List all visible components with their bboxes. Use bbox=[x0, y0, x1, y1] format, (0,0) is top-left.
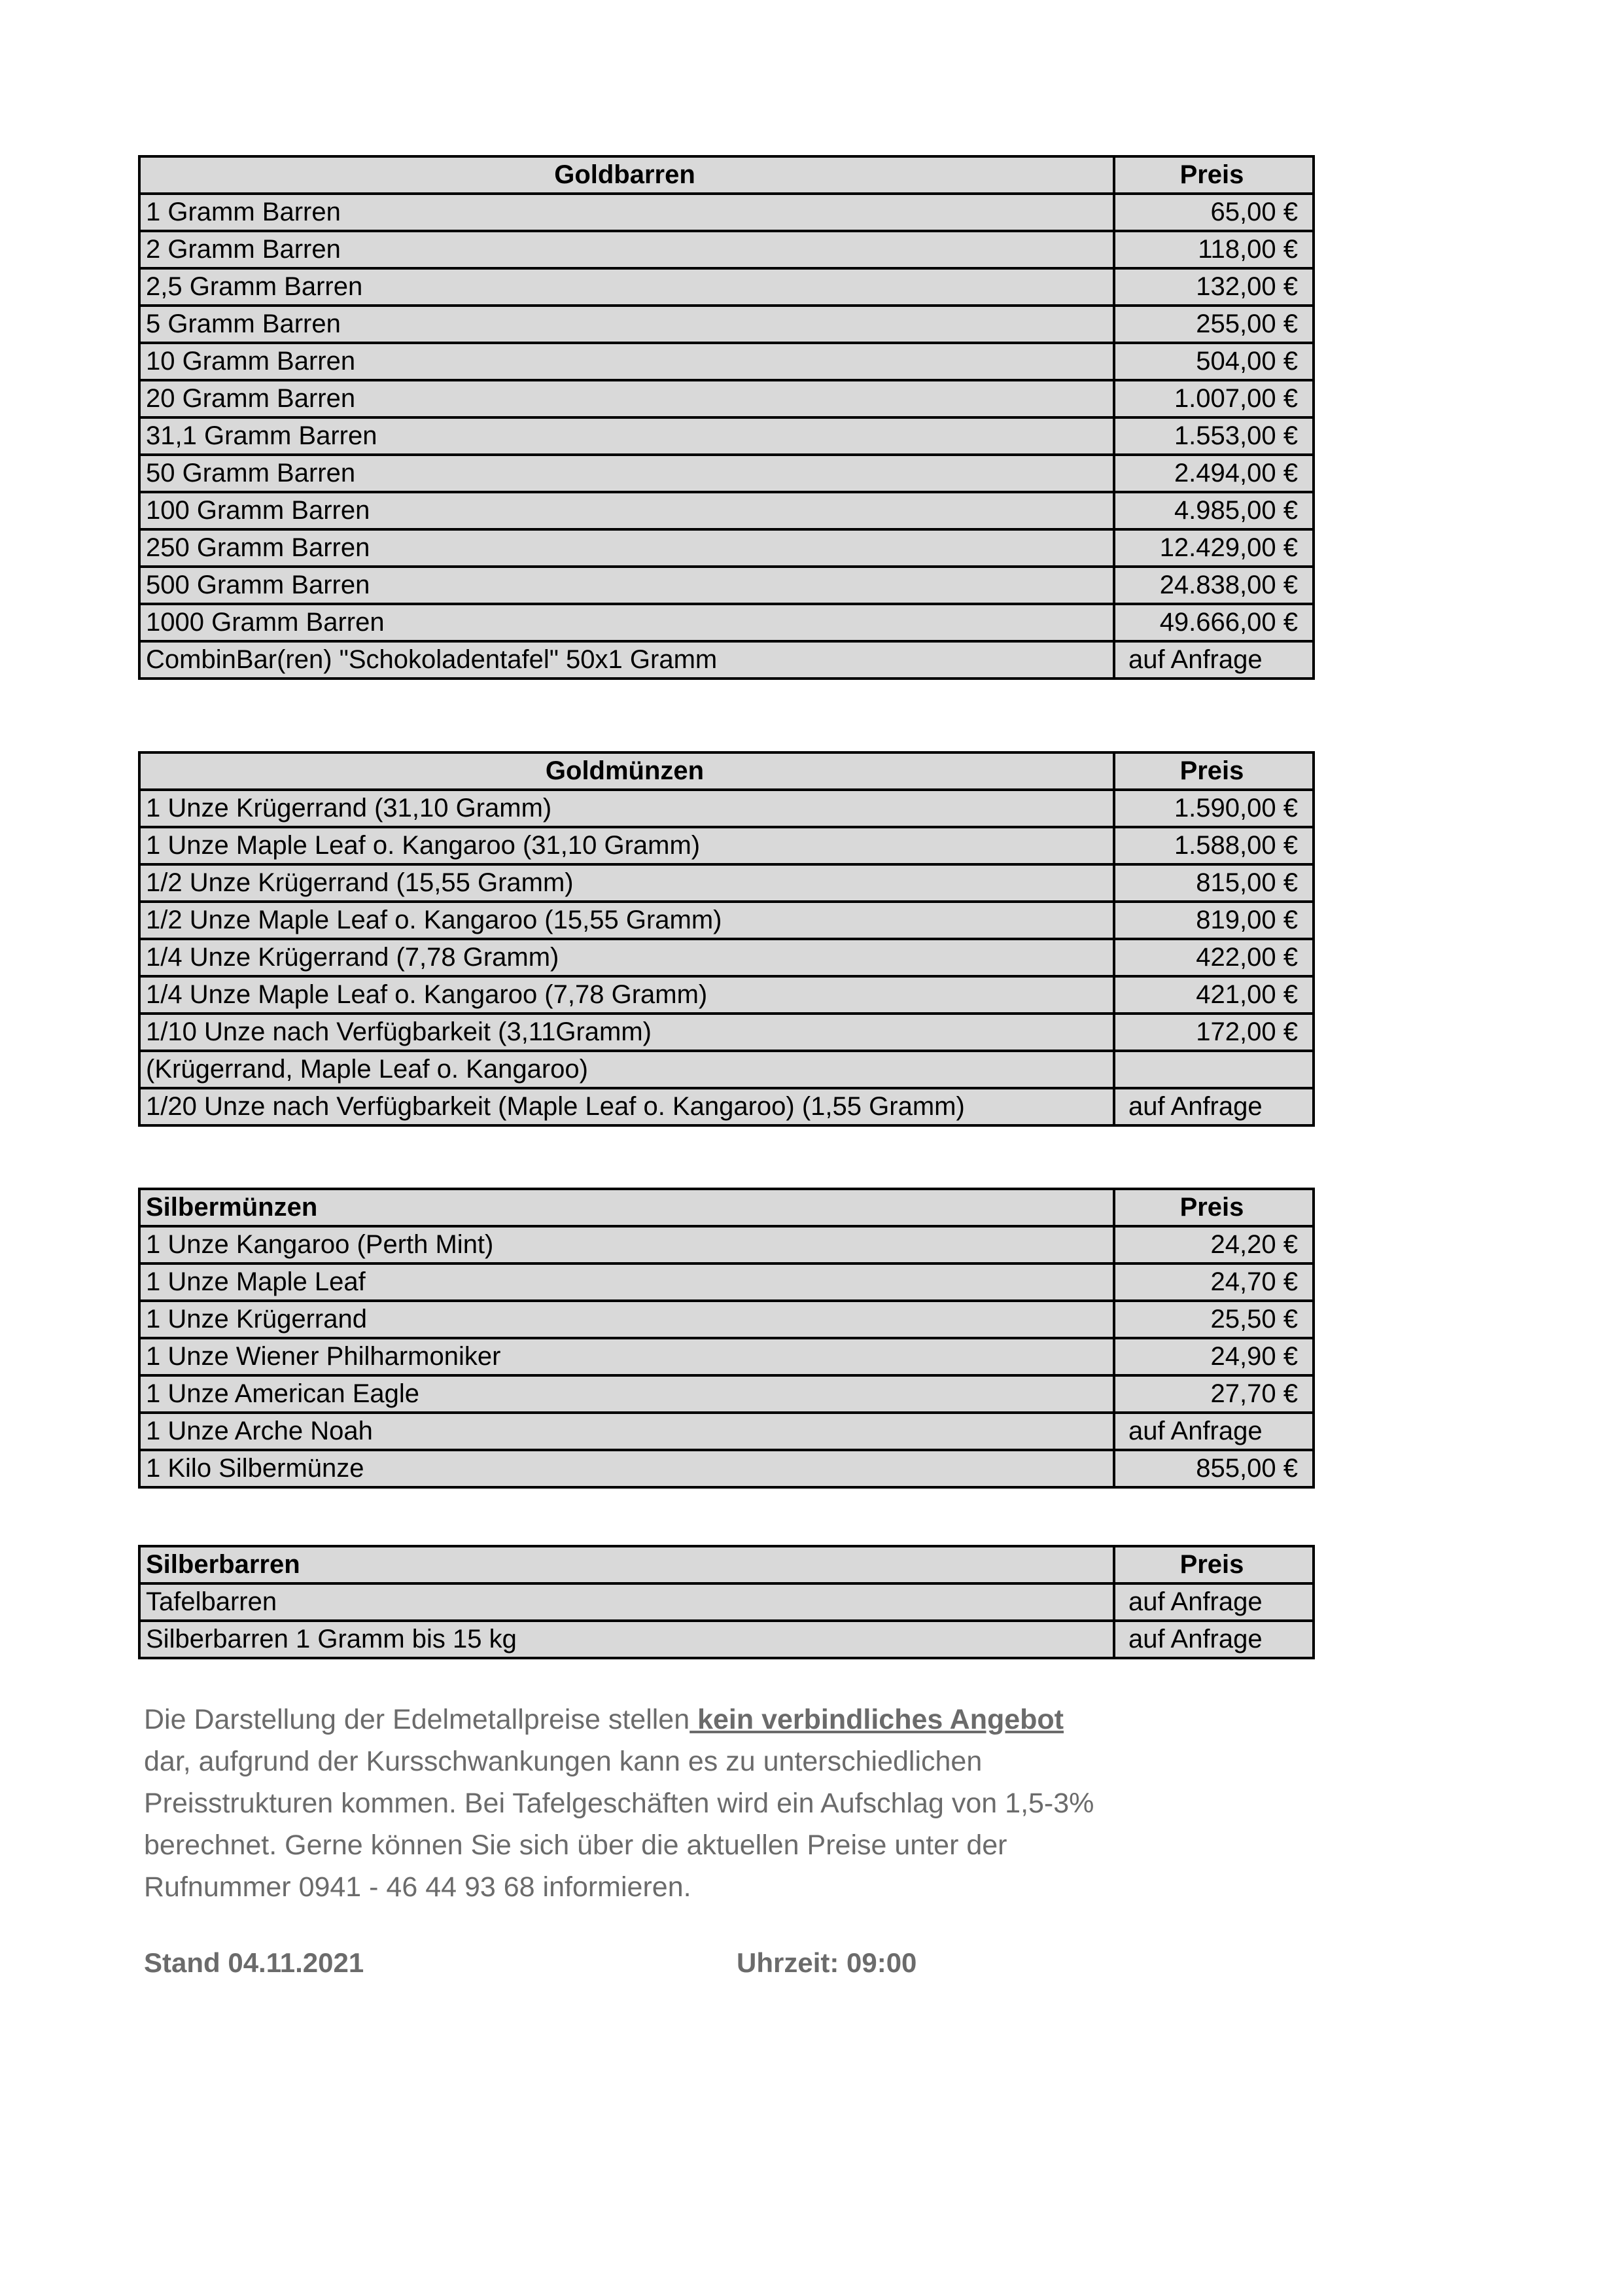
product-name: 1 Unze Maple Leaf o. Kangaroo (31,10 Gramm) bbox=[139, 827, 1114, 864]
table-row bbox=[139, 1051, 1314, 1088]
product-name: 1 Unze American Eagle bbox=[139, 1375, 1114, 1413]
product-price: 855,00 € bbox=[1114, 1450, 1314, 1487]
disclaimer-text-rest: dar, aufgrund der Kursschwankungen kann es zu unterschiedlichen Preisstrukturen kommen. Bei Tafelgeschäften wird ein Aufschlag von 1,5-3% berechnet. Gerne können Sie sich über die aktuellen Preise unter der Rufnummer 0941 - 46 44 93 68 informieren. bbox=[144, 1746, 1094, 1903]
product-price: 1.590,00 € bbox=[1114, 790, 1314, 827]
table-row bbox=[139, 1450, 1314, 1487]
product-name: 1/4 Unze Maple Leaf o. Kangaroo (7,78 Gramm) bbox=[139, 976, 1114, 1014]
product-name: 100 Gramm Barren bbox=[139, 492, 1114, 529]
product-price: 49.666,00 € bbox=[1114, 604, 1314, 641]
table-header-row bbox=[139, 752, 1314, 790]
table-row bbox=[139, 604, 1314, 641]
stand-time: Uhrzeit: 09:00 bbox=[737, 1947, 917, 1978]
product-name: Tafelbarren bbox=[139, 1583, 1114, 1621]
table-row bbox=[139, 864, 1314, 902]
table-row bbox=[139, 790, 1314, 827]
product-price bbox=[1114, 1051, 1314, 1088]
product-name: 1/20 Unze nach Verfügbarkeit (Maple Leaf o. Kangaroo) (1,55 Gramm) bbox=[139, 1088, 1114, 1125]
price-column-header: Preis bbox=[1114, 1546, 1314, 1583]
product-price: auf Anfrage bbox=[1114, 1088, 1314, 1125]
table-row bbox=[139, 976, 1314, 1014]
product-name: 1/2 Unze Krügerrand (15,55 Gramm) bbox=[139, 864, 1114, 902]
table-row bbox=[139, 455, 1314, 492]
product-name: 1 Unze Wiener Philharmoniker bbox=[139, 1338, 1114, 1375]
product-price: 2.494,00 € bbox=[1114, 455, 1314, 492]
product-price: 421,00 € bbox=[1114, 976, 1314, 1014]
product-price: 25,50 € bbox=[1114, 1301, 1314, 1338]
product-name: 1 Unze Arche Noah bbox=[139, 1413, 1114, 1450]
section-header: Silberbarren bbox=[139, 1546, 1114, 1583]
table-row bbox=[139, 902, 1314, 939]
table-row bbox=[139, 1088, 1314, 1125]
table-row bbox=[139, 1621, 1314, 1658]
product-name: 1/10 Unze nach Verfügbarkeit (3,11Gramm) bbox=[139, 1014, 1114, 1051]
silbermuenzen-table bbox=[138, 1188, 1315, 1489]
table-row bbox=[139, 939, 1314, 976]
product-price: 24,90 € bbox=[1114, 1338, 1314, 1375]
table-header-row bbox=[139, 1189, 1314, 1226]
table-row bbox=[139, 417, 1314, 455]
section-header: Goldmünzen bbox=[139, 752, 1114, 790]
table-row bbox=[139, 231, 1314, 268]
product-price: 1.588,00 € bbox=[1114, 827, 1314, 864]
product-name: 1/4 Unze Krügerrand (7,78 Gramm) bbox=[139, 939, 1114, 976]
product-price: 24,20 € bbox=[1114, 1226, 1314, 1263]
stand-date: Stand 04.11.2021 bbox=[144, 1947, 364, 1978]
table-row bbox=[139, 567, 1314, 604]
table-row bbox=[139, 1014, 1314, 1051]
table-row bbox=[139, 1583, 1314, 1621]
product-name: 10 Gramm Barren bbox=[139, 343, 1114, 380]
product-price: 24,70 € bbox=[1114, 1263, 1314, 1301]
product-price: 24.838,00 € bbox=[1114, 567, 1314, 604]
product-name: 1 Unze Maple Leaf bbox=[139, 1263, 1114, 1301]
product-price: auf Anfrage bbox=[1114, 1413, 1314, 1450]
table-row bbox=[139, 380, 1314, 417]
product-name: 31,1 Gramm Barren bbox=[139, 417, 1114, 455]
product-price: 12.429,00 € bbox=[1114, 529, 1314, 567]
silberbarren-table bbox=[138, 1545, 1315, 1659]
table-row bbox=[139, 529, 1314, 567]
product-name: 1000 Gramm Barren bbox=[139, 604, 1114, 641]
table-row bbox=[139, 1338, 1314, 1375]
product-name: 1 Gramm Barren bbox=[139, 194, 1114, 231]
product-price: 4.985,00 € bbox=[1114, 492, 1314, 529]
table-row bbox=[139, 306, 1314, 343]
product-name: Silberbarren 1 Gramm bis 15 kg bbox=[139, 1621, 1114, 1658]
product-price: 255,00 € bbox=[1114, 306, 1314, 343]
price-disclaimer bbox=[144, 1699, 1119, 1908]
table-row bbox=[139, 194, 1314, 231]
table-row bbox=[139, 1226, 1314, 1263]
table-row bbox=[139, 827, 1314, 864]
product-price: 422,00 € bbox=[1114, 939, 1314, 976]
product-name: 5 Gramm Barren bbox=[139, 306, 1114, 343]
product-name: 2 Gramm Barren bbox=[139, 231, 1114, 268]
price-column-header: Preis bbox=[1114, 752, 1314, 790]
table-row bbox=[139, 343, 1314, 380]
product-price: 504,00 € bbox=[1114, 343, 1314, 380]
disclaimer-text-start: Die Darstellung der Edelmetallpreise stellen bbox=[144, 1704, 690, 1735]
goldmuenzen-table bbox=[138, 751, 1315, 1127]
table-row bbox=[139, 268, 1314, 306]
product-price: auf Anfrage bbox=[1114, 641, 1314, 679]
product-price: 815,00 € bbox=[1114, 864, 1314, 902]
section-header: Silbermünzen bbox=[139, 1189, 1114, 1226]
goldbarren-table bbox=[138, 155, 1315, 680]
product-name: 50 Gramm Barren bbox=[139, 455, 1114, 492]
product-price: 118,00 € bbox=[1114, 231, 1314, 268]
table-header-row bbox=[139, 156, 1314, 194]
product-name: (Krügerrand, Maple Leaf o. Kangaroo) bbox=[139, 1051, 1114, 1088]
table-row bbox=[139, 641, 1314, 679]
price-column-header: Preis bbox=[1114, 1189, 1314, 1226]
product-name: 20 Gramm Barren bbox=[139, 380, 1114, 417]
product-name: 500 Gramm Barren bbox=[139, 567, 1114, 604]
product-name: 1 Unze Kangaroo (Perth Mint) bbox=[139, 1226, 1114, 1263]
product-price: 65,00 € bbox=[1114, 194, 1314, 231]
product-name: 250 Gramm Barren bbox=[139, 529, 1114, 567]
product-name: 1 Unze Krügerrand bbox=[139, 1301, 1114, 1338]
table-header-row bbox=[139, 1546, 1314, 1583]
product-name: 1 Kilo Silbermünze bbox=[139, 1450, 1114, 1487]
table-row bbox=[139, 492, 1314, 529]
table-row bbox=[139, 1301, 1314, 1338]
disclaimer-emphasis: kein verbindliches Angebot bbox=[689, 1704, 1064, 1735]
table-row bbox=[139, 1263, 1314, 1301]
section-header: Goldbarren bbox=[139, 156, 1114, 194]
product-price: 132,00 € bbox=[1114, 268, 1314, 306]
product-price: 1.553,00 € bbox=[1114, 417, 1314, 455]
price-column-header: Preis bbox=[1114, 156, 1314, 194]
product-price: 1.007,00 € bbox=[1114, 380, 1314, 417]
table-row bbox=[139, 1375, 1314, 1413]
product-name: 2,5 Gramm Barren bbox=[139, 268, 1114, 306]
product-name: 1 Unze Krügerrand (31,10 Gramm) bbox=[139, 790, 1114, 827]
product-name: CombinBar(ren) "Schokoladentafel" 50x1 Gramm bbox=[139, 641, 1114, 679]
table-row bbox=[139, 1413, 1314, 1450]
product-price: 819,00 € bbox=[1114, 902, 1314, 939]
product-price: auf Anfrage bbox=[1114, 1583, 1314, 1621]
product-name: 1/2 Unze Maple Leaf o. Kangaroo (15,55 Gramm) bbox=[139, 902, 1114, 939]
product-price: 27,70 € bbox=[1114, 1375, 1314, 1413]
product-price: 172,00 € bbox=[1114, 1014, 1314, 1051]
product-price: auf Anfrage bbox=[1114, 1621, 1314, 1658]
